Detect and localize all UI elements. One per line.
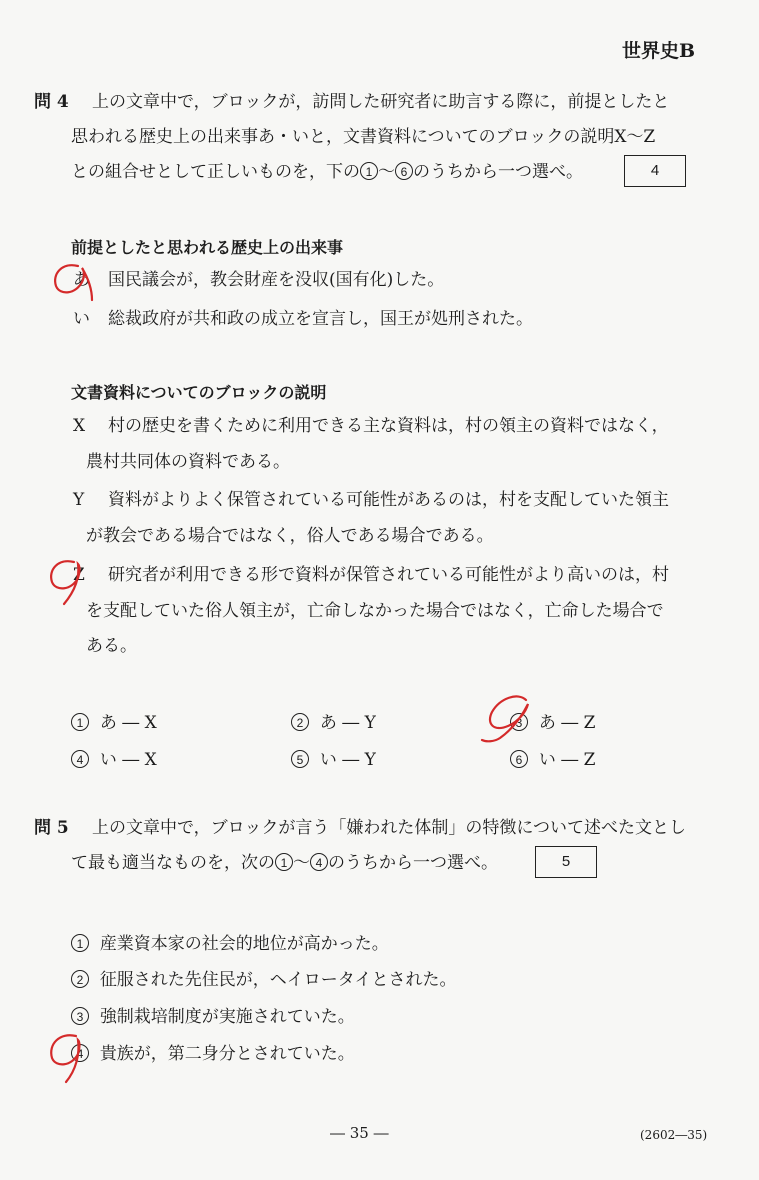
- exam-code: (2602―35): [640, 1128, 708, 1142]
- q5-option-1-text: 産業資本家の社会的地位が高かった。: [99, 934, 389, 954]
- q4-option-2-num: 2: [291, 713, 309, 731]
- q4-range-start: 1: [360, 162, 378, 180]
- q5-stem-line2: [71, 853, 498, 873]
- q5-number: 問 5: [34, 818, 69, 838]
- red-check-mark-q5-answer: [42, 1026, 98, 1088]
- doc-z-line2: を支配していた俗人領主が，亡命しなかった場合ではなく，亡命した場合で: [86, 601, 664, 621]
- q4-range-tilde: ～: [378, 162, 395, 182]
- q5-option-2-text: 征服された先住民が，ヘイロータイとされた。: [99, 970, 457, 990]
- q5-range-end: 4: [310, 853, 328, 871]
- q4-option-4-num: 4: [71, 750, 89, 768]
- doc-label-x: X: [73, 416, 86, 436]
- q4-stem-line3-end: のうちから一つ選べ。: [413, 162, 583, 182]
- event-label-i: い: [73, 309, 90, 329]
- doc-y-line2: が教会である場合ではなく，俗人である場合である。: [86, 526, 494, 546]
- q4-option-5-text: い ― Y: [319, 750, 376, 770]
- q4-option-6[interactable]: [510, 745, 595, 770]
- q4-option-1[interactable]: [71, 708, 157, 733]
- q4-option-3-num: 3: [510, 713, 528, 731]
- doc-y-line1: 資料がよりよく保管されている可能性があるのは，村を支配していた領主: [108, 490, 669, 510]
- q4-stem-line3: [71, 162, 583, 182]
- q5-option-1[interactable]: [71, 929, 389, 954]
- doc-z-line3: ある。: [86, 636, 137, 656]
- q5-option-4-text: 貴族が，第二身分とされていた。: [99, 1044, 355, 1064]
- q4-stem-line1: 上の文章中で，ブロックが，訪問した研究者に助言する際に，前提としたと: [92, 92, 670, 112]
- red-check-mark-event-a: [48, 258, 100, 308]
- q4-stem-line2: 思われる歴史上の出来事あ・いと，文書資料についてのブロックの説明X～Z: [71, 127, 656, 147]
- q5-range-tilde: ～: [293, 853, 310, 873]
- q4-stem-line3-text: との組合せとして正しいものを，下の: [71, 162, 360, 182]
- q4-option-4[interactable]: [71, 745, 157, 770]
- q5-range-start: 1: [275, 853, 293, 871]
- q4-option-1-text: あ ― X: [99, 713, 157, 733]
- q4-option-5-num: 5: [291, 750, 309, 768]
- q4-option-6-num: 6: [510, 750, 528, 768]
- red-check-mark-doc-z: [44, 552, 96, 610]
- q4-docs-heading: 文書資料についてのブロックの説明: [71, 383, 327, 402]
- doc-label-z: Z: [73, 565, 85, 585]
- q5-option-2-num: 2: [71, 970, 89, 988]
- q4-option-2-text: あ ― Y: [319, 713, 376, 733]
- q4-option-6-text: い ― Z: [538, 750, 596, 770]
- q5-option-4[interactable]: [71, 1039, 355, 1064]
- q4-option-5[interactable]: [291, 745, 376, 770]
- q5-option-4-num: 4: [71, 1044, 89, 1062]
- q4-option-1-num: 1: [71, 713, 89, 731]
- q4-option-2[interactable]: [291, 708, 376, 733]
- doc-x-line2: 農村共同体の資料である。: [86, 452, 290, 472]
- red-check-mark-q4-answer: [474, 690, 536, 746]
- q5-stem-line2-text: て最も適当なものを，次の: [71, 853, 275, 873]
- q5-option-3-num: 3: [71, 1007, 89, 1025]
- doc-z-line1: 研究者が利用できる形で資料が保管されている可能性がより高いのは，村: [108, 565, 669, 585]
- q5-option-2[interactable]: [71, 965, 456, 990]
- q4-option-3-text: あ ― Z: [538, 713, 596, 733]
- doc-label-y: Y: [73, 490, 85, 510]
- q5-option-3-text: 強制栽培制度が実施されていた。: [99, 1007, 355, 1027]
- page-number: ― 35 ―: [330, 1124, 389, 1142]
- q4-option-4-text: い ― X: [99, 750, 157, 770]
- subject-title: 世界史B: [622, 40, 696, 62]
- event-text-i: 総裁政府が共和政の成立を宣言し，国王が処刑された。: [108, 309, 533, 329]
- q5-stem-line2-end: のうちから一つ選べ。: [328, 853, 498, 873]
- doc-x-line1: 村の歴史を書くために利用できる主な資料は，村の領主の資料ではなく，: [108, 416, 669, 436]
- q5-stem-line1: 上の文章中で，ブロックが言う「嫌われた体制」の特徴について述べた文とし: [92, 818, 686, 838]
- event-text-a: 国民議会が，教会財産を没収(国有化)した。: [108, 270, 445, 290]
- q5-answer-box[interactable]: 5: [535, 846, 597, 878]
- q5-option-3[interactable]: [71, 1002, 355, 1027]
- q5-option-1-num: 1: [71, 934, 89, 952]
- q4-number: 問 4: [34, 92, 69, 112]
- event-label-a: あ: [73, 270, 90, 290]
- q4-events-heading: 前提としたと思われる歴史上の出来事: [71, 238, 344, 257]
- q4-range-end: 6: [395, 162, 413, 180]
- q4-answer-box[interactable]: 4: [624, 155, 686, 187]
